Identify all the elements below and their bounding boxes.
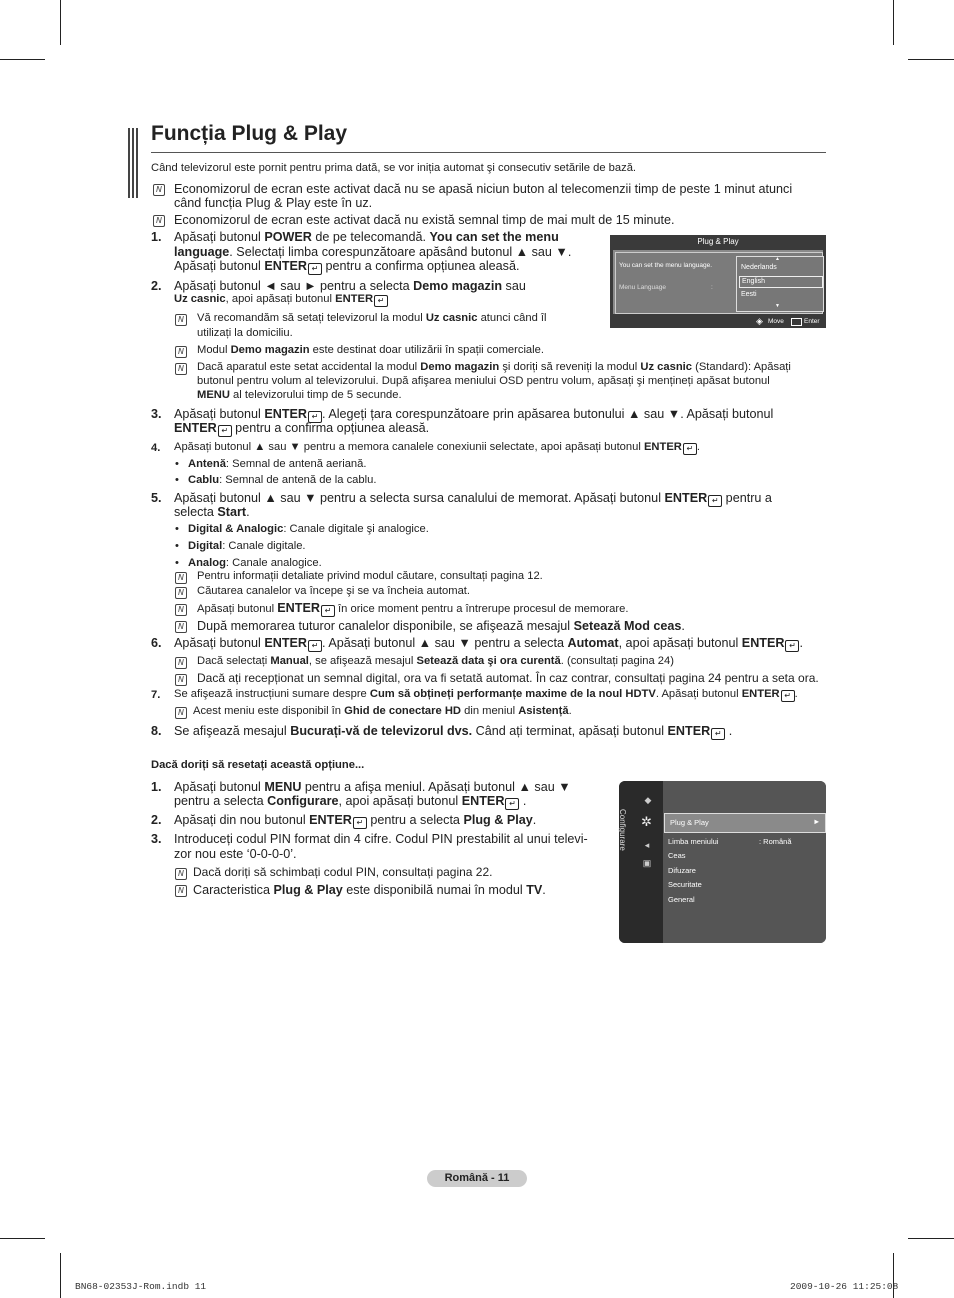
screen-prompt: You can set the menu language. [619,262,712,269]
note-icon: N [175,621,187,633]
menu-item-security[interactable]: Securitate [668,880,702,889]
crop-mark [60,1253,61,1298]
note-text: Caracteristica Plug & Play este disponibilă numai în modul TV. [193,883,546,897]
footer-timestamp: 2009-10-26 11:25:08 [790,1281,899,1292]
note-icon: N [175,604,187,616]
note-text: Economizorul de ecran este activat dacă nu se apasă niciun buton al telecomenzii timp de peste 1 minut atunci [174,182,793,196]
note-text: MENU al televizorului timp de 5 secunde. [197,389,402,401]
menu-item-clock[interactable]: Ceas [668,851,686,860]
note-icon: N [175,346,187,358]
step-number: 2. [151,279,162,293]
bullet-text: Antenă: Semnal de antenă aeriană. [188,458,367,470]
step-text: Apăsați butonul ENTER ↵ . Apăsați butonul ▲ sau ▼ pentru a selecta Automat, apoi apăsați butonul ENTER ↵ . [174,636,803,650]
note-text: utilizați la domiciliu. [197,327,293,339]
bullet-text: Analog: Canale analogice. [188,557,322,569]
title-rule [151,152,826,153]
step-text: Apăsați butonul MENU pentru a afişa meniul. Apăsați butonul ▲ sau ▼ [174,780,571,794]
gear-icon[interactable]: ✲ [641,814,652,829]
enter-icon: ↵ [785,640,799,652]
crop-mark [0,59,45,60]
note-icon: N [175,363,187,375]
step-number: 3. [151,832,162,846]
step-text: Apăsați butonul ▲ sau ▼ pentru a selecta sursa canalului de memorat. Apăsați butonul ENTER ↵ pentru a [174,491,772,505]
step-number: 1. [151,230,162,244]
note-icon: N [175,707,187,719]
screen-footer [610,315,826,328]
step-text: Introduceți codul PIN format din 4 cifre. Codul PIN prestabilit al unui televi- [174,832,588,846]
enter-icon: ↵ [505,798,519,810]
crop-mark [908,59,954,60]
language-option[interactable]: Eesti [741,291,757,298]
note-text: Căutarea canalelor va începe şi se va încheia automat. [197,585,471,597]
support-icon[interactable]: ▣ [642,858,652,868]
step-text: Uz casnic, apoi apăsați butonul ENTER ↵ [174,293,388,307]
enter-icon: ↵ [321,605,335,617]
note-text: Apăsați butonul ENTER ↵ în orice moment pentru a întrerupe procesul de memorare. [197,601,629,615]
step-number: 1. [151,780,162,794]
note-text: Modul Demo magazin este destinat doar utilizării în spații comerciale. [197,344,544,356]
crop-mark [893,0,894,45]
step-text: pentru a selecta Configurare, apoi apăsați butonul ENTER ↵ . [174,794,527,808]
input-icon[interactable]: ◂ [644,840,650,850]
note-icon: N [153,184,165,196]
note-icon: N [175,587,187,599]
crop-mark [0,1238,45,1239]
page-title: Funcția Plug & Play [151,122,348,145]
step-number: 6. [151,636,162,650]
step-text: Se afişează mesajul Bucurați-vă de televizorul dvs. Când ați terminat, apăsați butonul ENTER ↵ . [174,724,733,738]
note-text: Dacă selectați Manual, se afişează mesajul Setează data şi ora curentă. (consultați pagina 24) [197,655,674,667]
menu-item-language[interactable]: Limba meniului [668,837,719,846]
menu-main [663,781,826,943]
bullet-text: Cablu: Semnal de antenă de la cablu. [188,474,377,486]
note-text: Dacă aparatul este setat accidental la modul Demo magazin şi doriți să reveniți la modul Uz casnic (Standard): Apăsați [197,361,791,373]
enter-icon: ↵ [218,425,232,437]
step-text: language. Selectați limba corespunzătoare apăsând butonul ▲ sau ▼. [174,245,572,259]
step-text: Apăsați butonul ▲ sau ▼ pentru a memora canalele conexiunii selectate, apoi apăsați butonul ENTER ↵ . [174,441,700,453]
language-option-selected[interactable]: English [739,276,823,288]
step-number: 8. [151,724,162,738]
menu-item-plug-play[interactable] [664,813,826,833]
screen-header: Plug & Play [697,237,739,246]
footer-file: BN68-02353J-Rom.indb 11 [75,1281,207,1292]
enter-icon: ↵ [781,690,795,702]
arrow-down-icon: ▼ [775,303,780,309]
note-text: Acest meniu este disponibil în Ghid de conectare HD din meniul Asistență. [193,705,572,717]
step-text: Apăsați din nou butonul ENTER ↵ pentru a selecta Plug & Play. [174,813,537,827]
menu-sidebar [619,781,663,943]
language-list[interactable] [736,256,824,312]
plug-play-language-screen [610,235,826,328]
page-number: Română - 11 [427,1170,527,1187]
enter-label: Enter [804,318,820,325]
reset-heading: Dacă doriți să resetați această opțiune... [151,759,365,771]
step-text: Apăsați butonul ◄ sau ► pentru a selecta Demo magazin sau [174,279,526,293]
setup-menu-screen [619,781,826,943]
enter-icon: ↵ [308,411,322,423]
note-icon: N [175,572,187,584]
bullet-text: Digital: Canale digitale. [188,540,306,552]
note-text: butonul pentru volum al televizorului. După afişarea meniului OSD pentru volum, apăsați şi mențineți apăsat butonul [197,375,770,387]
menu-item-label: Plug & Play [670,818,709,827]
intro-text: Când televizorul este pornit pentru prima dată, se vor iniția automat şi consecutiv setările de bază. [151,162,637,174]
step-number: 7. [151,689,161,701]
step-number: 5. [151,491,162,505]
menu-item-broadcast[interactable]: Difuzare [668,866,696,875]
step-text: Apăsați butonul POWER de pe telecomandă. You can set the menu [174,230,559,244]
picture-icon[interactable]: ◆ [644,795,652,805]
enter-icon: ↵ [711,728,725,740]
note-icon: N [175,868,187,880]
enter-icon: ↵ [374,295,388,307]
step-text: Apăsați butonul ENTER ↵ pentru a confirma opțiunea aleasă. [174,259,520,273]
step-number: 4. [151,442,161,454]
step-text: selecta Start. [174,505,250,519]
note-text: După memorarea tuturor canalelor disponibile, se afişează mesajul Setează Mod ceas. [197,619,685,633]
bullet: • [175,540,179,552]
step-number: 3. [151,407,162,421]
step-text: Apăsați butonul ENTER ↵ . Alegeți țara corespunzătoare prin apăsarea butonului ▲ sau ▼. Apăsați butonul [174,407,774,421]
enter-icon [791,318,802,326]
note-text: Economizorul de ecran este activat dacă nu există semnal timp de mai mult de 15 minute. [174,213,675,227]
bullet: • [175,458,179,470]
enter-icon: ↵ [353,817,367,829]
enter-icon: ↵ [708,495,722,507]
step-text: Se afişează instrucțiuni sumare despre Cum să obțineți performanțe maxime de la noul HDTV. Apăsați butonul ENTER ↵ . [174,688,798,700]
note-icon: N [175,674,187,686]
step-text: ENTER ↵ pentru a confirma opțiunea aleasă. [174,421,430,435]
title-decoration [128,128,139,198]
step-text: zor nou este ‘0-0-0-0’. [174,847,297,861]
note-icon: N [175,885,187,897]
enter-icon: ↵ [683,443,697,455]
arrow-right-icon: ► [813,817,821,826]
move-icon: ◈ [756,316,763,326]
note-icon: N [175,657,187,669]
note-icon: N [153,215,165,227]
step-number: 2. [151,813,162,827]
note-text: Dacă ați recepționat un semnal digital, ora va fi setată automat. În caz contrar, consultați pagina 24 pentru a seta ora. [197,671,819,685]
crop-mark [908,1238,954,1239]
sidebar-label: Configurare [618,809,627,851]
crop-mark [60,0,61,45]
note-text: Pentru informații detaliate privind modul căutare, consultați pagina 12. [197,570,543,582]
arrow-up-icon: ▲ [775,256,780,262]
enter-icon: ↵ [308,263,322,275]
move-label: Move [768,318,784,325]
bullet: • [175,523,179,535]
note-icon: N [175,314,187,326]
note-text: Vă recomandăm să setați televizorul la modul Uz casnic atunci când îl [197,312,547,324]
note-text: când funcția Plug & Play este în uz. [174,196,373,210]
screen-body [613,250,823,314]
bullet: • [175,557,179,569]
colon: : [711,284,713,291]
language-option[interactable]: Nederlands [741,264,777,271]
bullet: • [175,474,179,486]
menu-item-general[interactable]: General [668,895,695,904]
bullet-text: Digital & Analogic: Canale digitale şi analogice. [188,523,429,535]
menu-language-value: : Română [759,837,792,846]
note-text: Dacă doriți să schimbați codul PIN, consultați pagina 22. [193,865,493,879]
menu-language-label: Menu Language [619,284,666,291]
enter-icon: ↵ [308,640,322,652]
